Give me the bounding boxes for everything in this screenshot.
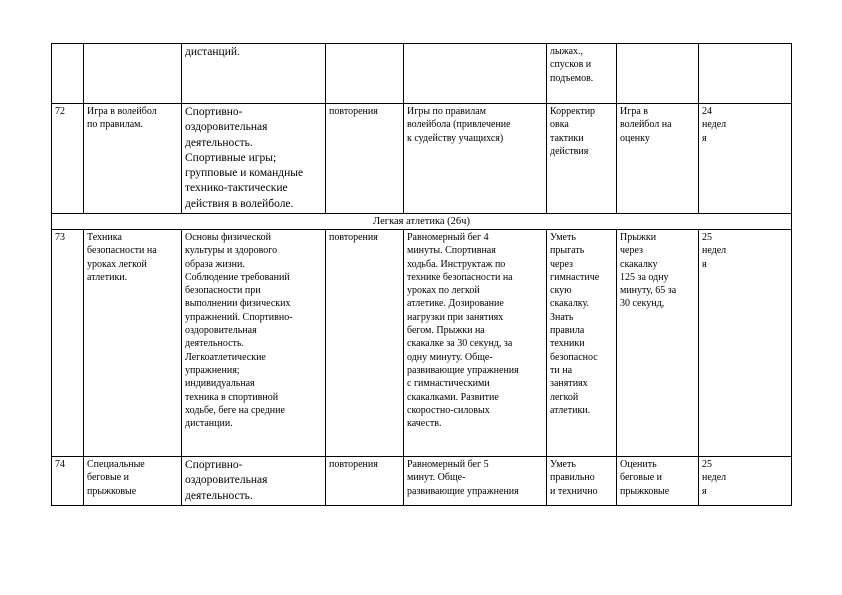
table-row (52, 456, 792, 505)
lesson-type (326, 44, 404, 104)
lesson-number: 73 (52, 229, 84, 456)
lesson-topic (84, 44, 182, 104)
lesson-topic: Игра в волейбол по правилам. (84, 104, 182, 214)
lesson-control (617, 44, 699, 104)
lesson-activities (404, 44, 547, 104)
lesson-week: 24 недел я (699, 104, 792, 214)
section-title: Легкая атлетика (26ч) (52, 214, 792, 230)
lesson-content: Спортивно- оздоровительная деятельность. (182, 456, 326, 505)
lesson-activities: Игры по правилам волейбола (привлечение к судейству учащихся) (404, 104, 547, 214)
lesson-plan-table (51, 43, 792, 506)
lesson-week (699, 44, 792, 104)
lesson-week: 25 недел я (699, 456, 792, 505)
section-row (52, 214, 792, 230)
lesson-number: 74 (52, 456, 84, 505)
lesson-activities: Равномерный бег 5 минут. Обще- развивающие упражнения (404, 456, 547, 505)
lesson-content: Спортивно- оздоровительная деятельность. Спортивные игры; групповые и командные технико-тактические действия в волейболе. (182, 104, 326, 214)
lesson-control: Оценить беговые и прыжковые (617, 456, 699, 505)
lesson-requirements: Уметь правильно и технично (547, 456, 617, 505)
lesson-type: повторения (326, 104, 404, 214)
lesson-control: Игра в волейбол на оценку (617, 104, 699, 214)
lesson-type: повторения (326, 456, 404, 505)
lesson-requirements: лыжах., спусков и подъемов. (547, 44, 617, 104)
lesson-number: 72 (52, 104, 84, 214)
lesson-number (52, 44, 84, 104)
lesson-content: дистанций. (182, 44, 326, 104)
lesson-content: Основы физической культуры и здорового образа жизни. Соблюдение требований безопасности при выполнении физических упражнений. Спортивно- оздоровительная деятельность. Легкоатлетические упражнения; индивидуальная техника в спортивной ходьбе, беге на средние дистанции. (182, 229, 326, 456)
lesson-requirements: Корректир овка тактики действия (547, 104, 617, 214)
lesson-control: Прыжки через скакалку 125 за одну минуту, 65 за 30 секунд, (617, 229, 699, 456)
table-row (52, 104, 792, 214)
lesson-type: повторения (326, 229, 404, 456)
table-row (52, 44, 792, 104)
lesson-topic: Специальные беговые и прыжковые (84, 456, 182, 505)
lesson-requirements: Уметь прыгать через гимнастиче скую скакалку. Знать правила техники безопаснос ти на занятиях легкой атлетики. (547, 229, 617, 456)
table-row (52, 229, 792, 456)
lesson-week: 25 недел я (699, 229, 792, 456)
lesson-topic: Техника безопасности на уроках легкой атлетики. (84, 229, 182, 456)
lesson-activities: Равномерный бег 4 минуты. Спортивная ходьба. Инструктаж по технике безопасности на уроках по легкой атлетике. Дозирование нагрузки при занятиях бегом. Прыжки на скакалке за 30 секунд, за одну минуту. Обще- развивающие упражнения с гимнастическими скакалками. Развитие скоростно-силовых качеств. (404, 229, 547, 456)
